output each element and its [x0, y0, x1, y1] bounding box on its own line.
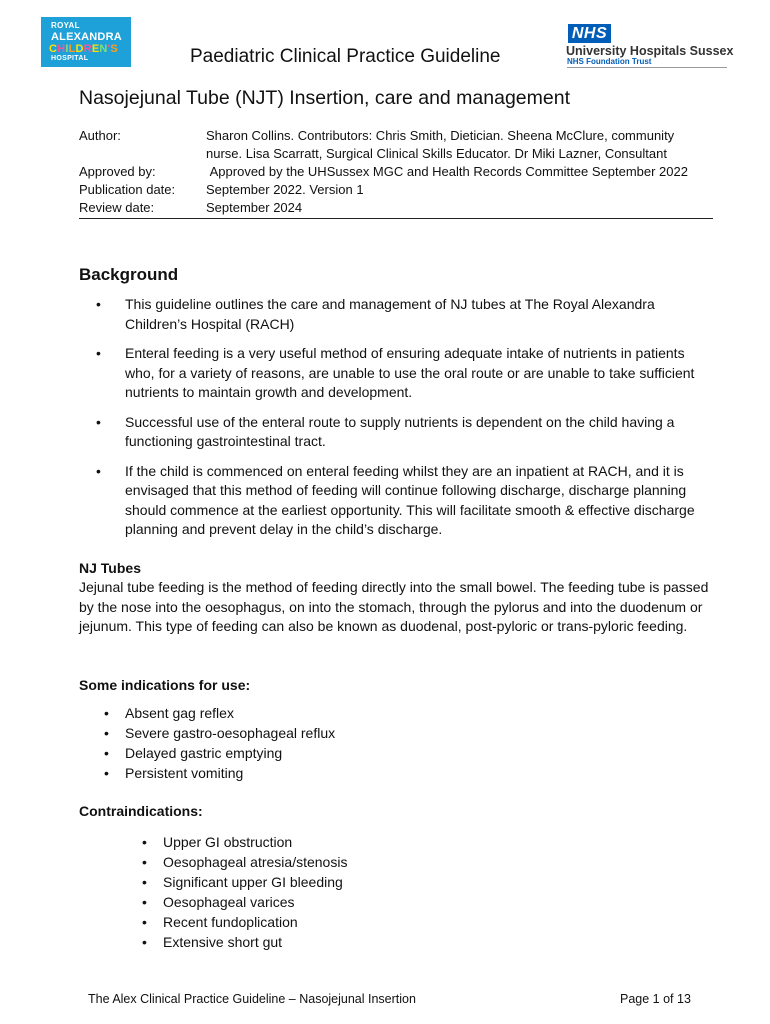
nhs-logo: NHS [568, 24, 611, 43]
meta-key: Author: [79, 128, 121, 143]
footer-title: The Alex Clinical Practice Guideline – Nasojejunal Insertion [88, 992, 416, 1006]
meta-key: Review date: [79, 200, 155, 215]
indications-heading: Some indications for use: [79, 677, 251, 693]
list-item: • Upper GI obstruction [139, 832, 347, 852]
list-item: • Severe gastro-oesophageal reflux [101, 723, 335, 743]
list-item: • This guideline outlines the care and management of NJ tubes at The Royal Alexandra Children’s Hospital (RACH) [91, 295, 711, 334]
background-heading: Background [79, 265, 179, 284]
meta-value: September 2022. Version 1 [206, 182, 364, 197]
rach-logo [41, 17, 131, 67]
list-item: • Oesophageal atresia/stenosis [139, 852, 347, 872]
meta-divider [79, 218, 713, 219]
background-list [91, 295, 711, 540]
list-item: • Persistent vomiting [101, 763, 335, 783]
list-item: • Successful use of the enteral route to supply nutrients is dependent on the child having a functioning gastrointestinal tract. [91, 413, 711, 452]
list-item: • Significant upper GI bleeding [139, 872, 347, 892]
logo-line-hospital: HOSPITAL [51, 55, 89, 62]
meta-key: Publication date: [79, 182, 176, 197]
meta-key: Approved by: [79, 164, 156, 179]
list-item: • If the child is commenced on enteral feeding whilst they are an inpatient at RACH, and it is envisaged that this method of feeding will continue following discharge, discharge planning should commence at the earliest opportunity. This will facilitate smooth & effective discharge planning and prevent delay in the child’s discharge. [91, 462, 711, 540]
trust-name: University Hospitals Sussex [566, 44, 734, 58]
indications-list [101, 703, 335, 783]
list-item: • Extensive short gut [139, 932, 347, 952]
meta-row-approved [79, 163, 713, 181]
list-item: • Absent gag reflex [101, 703, 335, 723]
list-item: • Enteral feeding is a very useful method of ensuring adequate intake of nutrients in patients who, for a variety of reasons, are unable to use the oral route or are unable to take sufficient nutrients to maintain growth and development. [91, 344, 711, 403]
page-number: Page 1 of 13 [620, 992, 691, 1006]
meta-row-author [79, 127, 713, 163]
logo-line-royal: ROYAL [51, 21, 80, 30]
document-title: Nasojejunal Tube (NJT) Insertion, care and management [79, 87, 571, 109]
contraindications-heading: Contraindications: [79, 803, 203, 819]
nj-tubes-paragraph: Jejunal tube feeding is the method of feeding directly into the small bowel. The feeding tube is passed by the nose into the oesophagus, on into the stomach, through the pylorus and into the duodenum or jejunum. This type of feeding can also be known as duodenal, post-pyloric or trans-pyloric feeding. [79, 579, 709, 634]
nj-tubes-heading: NJ Tubes [79, 560, 141, 576]
list-item: • Oesophageal varices [139, 892, 347, 912]
meta-value: Sharon Collins. Contributors: Chris Smith, Dietician. Sheena McClure, community nurse. Lisa Scarratt, Surgical Clinical Skills Educator. Dr Miki Lazner, Consultant [206, 128, 675, 161]
list-item: • Delayed gastric emptying [101, 743, 335, 763]
list-item: • Recent fundoplication [139, 912, 347, 932]
logo-line-childrens: CHILDREN'S [49, 43, 118, 55]
trust-subtitle: NHS Foundation Trust [567, 57, 727, 68]
logo-line-alexandra: ALEXANDRA [51, 31, 122, 43]
meta-row-review [79, 199, 713, 217]
header-title: Paediatric Clinical Practice Guideline [190, 46, 501, 67]
meta-value: Approved by the UHSussex MGC and Health Records Committee September 2022 [206, 164, 688, 179]
document-meta-table [79, 127, 713, 219]
meta-value: September 2024 [206, 200, 303, 215]
meta-row-publication [79, 181, 713, 199]
contraindications-list [139, 832, 347, 952]
